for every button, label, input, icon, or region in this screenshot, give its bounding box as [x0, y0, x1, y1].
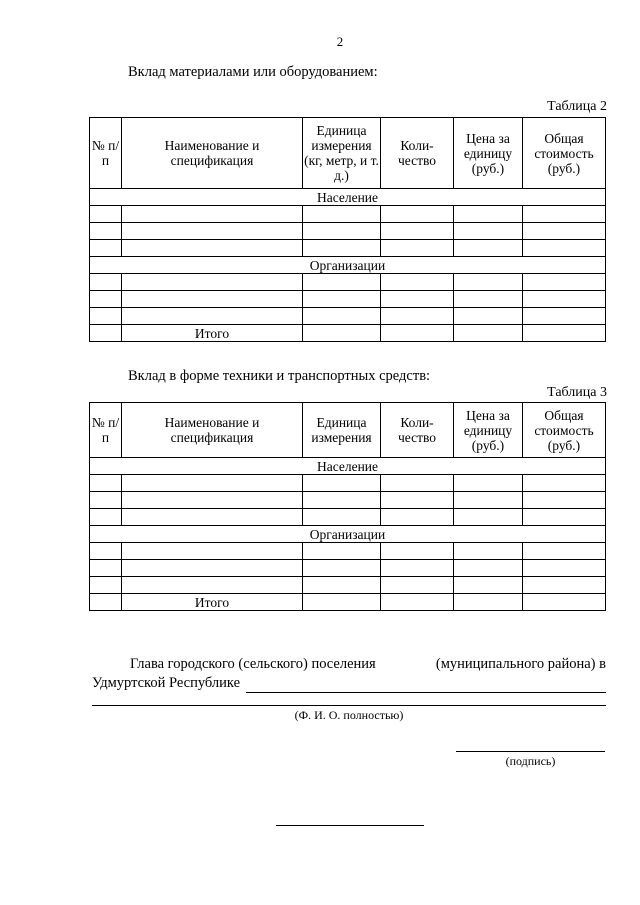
col-header-number: № п/п — [90, 403, 122, 458]
col-header-unit: Единица измерения (кг, метр, и т. д.) — [303, 118, 381, 189]
fio-caption: (Ф. И. О. полностью) — [294, 708, 404, 722]
table-row — [90, 308, 606, 325]
col-header-total-cost: Общая стоимость (руб.) — [523, 403, 606, 458]
col-header-number: № п/п — [90, 118, 122, 189]
col-header-quantity: Коли-чество — [381, 118, 454, 189]
total-label: Итого — [122, 594, 303, 611]
signature-title-part1: Глава городского (сельского) поселения — [130, 656, 376, 672]
group-row-organizations: Организации — [90, 257, 606, 274]
group-row-population: Население — [90, 458, 606, 475]
table-row — [90, 223, 606, 240]
fio-line — [92, 705, 606, 706]
table-row — [90, 543, 606, 560]
table-row — [90, 240, 606, 257]
table-row — [90, 291, 606, 308]
signature-line[interactable] — [456, 751, 605, 752]
col-header-total-cost: Общая стоимость (руб.) — [523, 118, 606, 189]
page-number: 2 — [336, 34, 344, 49]
group-row-population: Население — [90, 189, 606, 206]
col-header-price: Цена за единицу (руб.) — [454, 403, 523, 458]
date-line — [276, 825, 424, 826]
table-row — [90, 492, 606, 509]
group-row-organizations: Организации — [90, 526, 606, 543]
section-title-vehicles: Вклад в форме техники и транспортных средств: — [128, 368, 431, 384]
col-header-unit: Единица измерения — [303, 403, 381, 458]
name-fill-line[interactable] — [246, 676, 606, 693]
table-vehicles — [89, 402, 606, 611]
table-row — [90, 509, 606, 526]
signature-title-part2: (муниципального района) в — [435, 656, 606, 672]
table-row — [90, 560, 606, 577]
section-title-materials: Вклад материалами или оборудованием: — [128, 64, 378, 80]
table-row — [90, 206, 606, 223]
table-row — [90, 274, 606, 291]
signature-caption: (подпись) — [505, 754, 556, 768]
col-header-name: Наименование и спецификация — [122, 403, 303, 458]
col-header-price: Цена за единицу (руб.) — [454, 118, 523, 189]
table-label-2: Таблица 2 — [547, 99, 607, 114]
signature-region: Удмуртской Республике — [92, 675, 241, 691]
table-row — [90, 577, 606, 594]
col-header-name: Наименование и спецификация — [122, 118, 303, 189]
table-materials — [89, 117, 606, 342]
signature-block — [92, 655, 606, 693]
table-row — [90, 475, 606, 492]
col-header-quantity: Коли-чество — [381, 403, 454, 458]
table-label-3: Таблица 3 — [547, 385, 607, 400]
total-label: Итого — [122, 325, 303, 342]
